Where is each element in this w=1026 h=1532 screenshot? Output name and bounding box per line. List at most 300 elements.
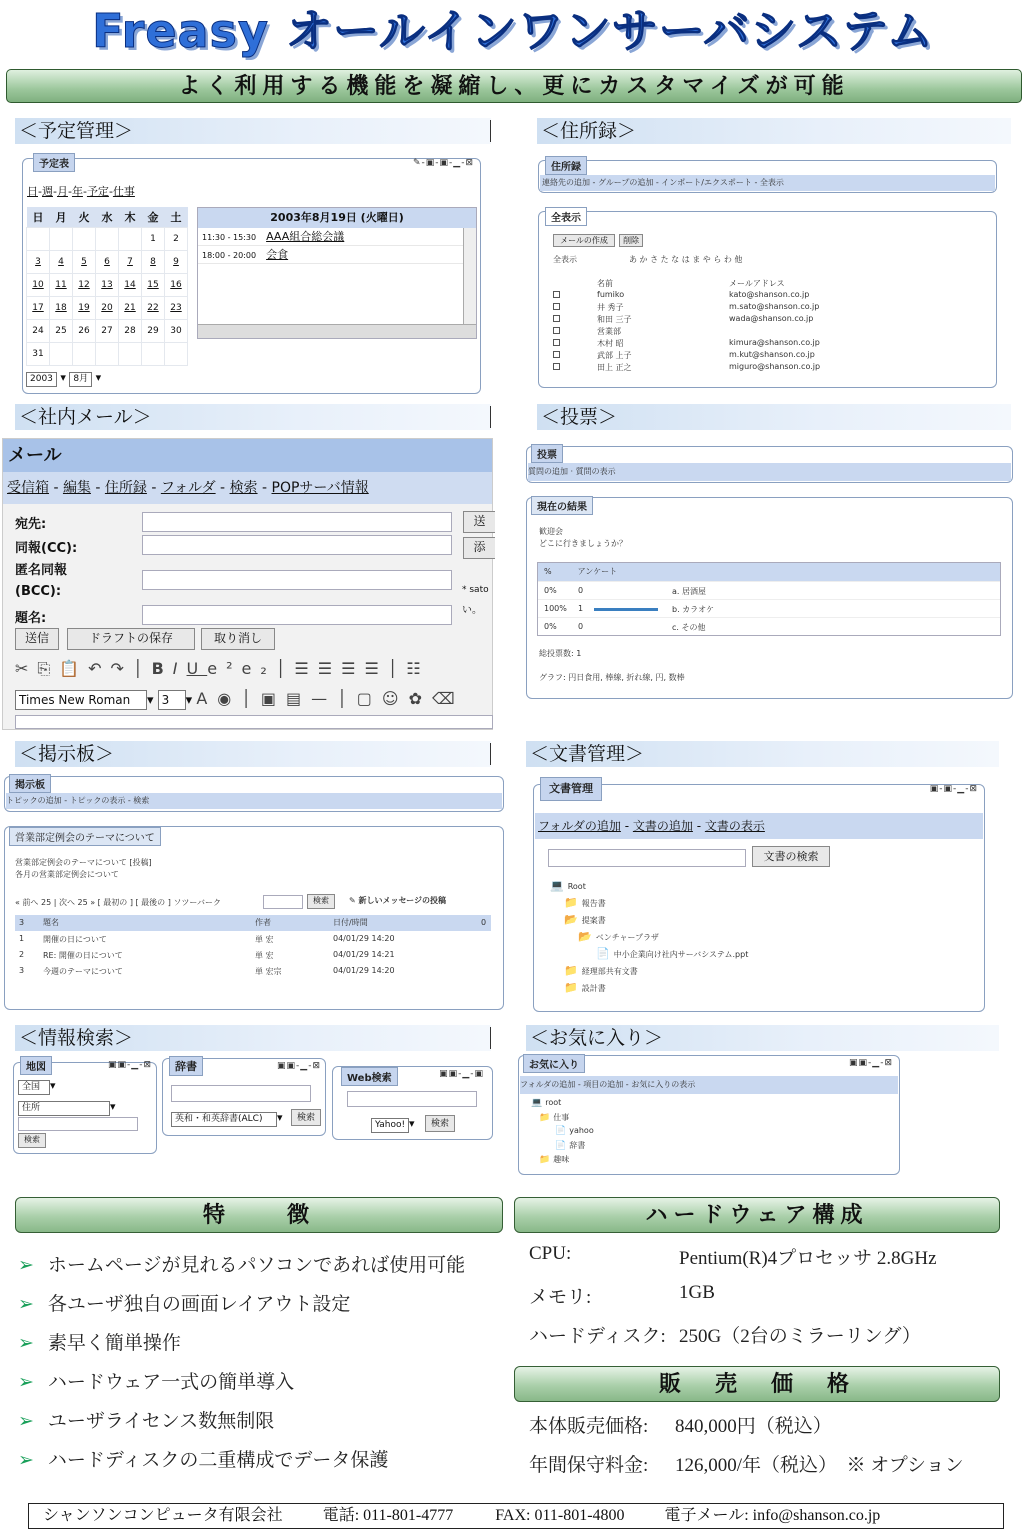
tree-item[interactable] bbox=[555, 1126, 594, 1136]
board-cell: 04/01/29 14:20 bbox=[333, 934, 395, 943]
feature-text: ハードウェア一式の簡単導入 bbox=[47, 1371, 295, 1393]
web-engine-select[interactable]: Yahoo! bbox=[371, 1118, 409, 1133]
nav-task[interactable]: 仕事 bbox=[112, 185, 135, 198]
calendar bbox=[26, 207, 188, 366]
topic-tab[interactable]: 営業部定例会のテーマについて bbox=[9, 827, 161, 846]
topic-title: 営業部定例会のテーマについて [投稿] bbox=[15, 858, 152, 867]
tree-item[interactable] bbox=[531, 1098, 561, 1108]
docs-tab[interactable]: 文書管理 bbox=[540, 777, 602, 801]
tree-item[interactable] bbox=[539, 1112, 569, 1123]
mail-window bbox=[2, 438, 493, 730]
tree-item[interactable] bbox=[564, 981, 606, 994]
calendar-day[interactable]: 23 bbox=[165, 296, 188, 319]
tree-label: 設計書 bbox=[581, 984, 606, 993]
section-vote bbox=[537, 404, 1011, 430]
arrow-icon: ➢ bbox=[18, 1332, 34, 1354]
map-tab[interactable]: 地図 bbox=[20, 1056, 52, 1075]
board-col-header: 日付/時間 bbox=[333, 918, 368, 927]
tree-item[interactable] bbox=[564, 913, 606, 926]
address-links[interactable]: 連絡先の追加 - グループの追加 - インポート/エクスポート - 全表示 bbox=[540, 175, 995, 191]
align-left-icon[interactable]: ☰ bbox=[294, 659, 318, 678]
contact-name[interactable]: 井 秀子 bbox=[597, 303, 624, 312]
section-search bbox=[15, 1025, 491, 1051]
price-key: 本体販売価格: bbox=[529, 1416, 649, 1437]
dict-search-button[interactable]: 検索 bbox=[291, 1109, 321, 1126]
new-message-link[interactable]: ✎ 新しいメッセージの投稿 bbox=[349, 896, 447, 905]
tree-item[interactable] bbox=[596, 947, 748, 960]
bcc-label-2: (BCC): bbox=[15, 584, 62, 599]
event-time: 11:30 - 15:30 bbox=[202, 233, 257, 242]
board-col-header: 0 bbox=[481, 918, 487, 927]
event-row[interactable] bbox=[198, 246, 476, 264]
bold-icon[interactable]: B bbox=[151, 659, 173, 678]
nav-plan[interactable]: 予定 bbox=[86, 185, 109, 198]
attach-button[interactable]: 添 bbox=[463, 537, 495, 559]
file-icon: 📄 bbox=[555, 1141, 567, 1151]
mail-nav-link[interactable]: 編集 bbox=[62, 480, 91, 496]
calendar-day[interactable]: 22 bbox=[142, 296, 165, 319]
hardware-row bbox=[529, 1279, 999, 1318]
v-scrollbar[interactable] bbox=[463, 228, 476, 324]
contact-name[interactable]: 田上 正之 bbox=[597, 363, 632, 372]
section-title: ＜お気に入り＞ bbox=[530, 1027, 664, 1049]
subject-input[interactable] bbox=[142, 605, 452, 625]
web-input[interactable] bbox=[347, 1091, 477, 1107]
company-name: シャンソンコンピュータ有限会社 bbox=[43, 1507, 283, 1524]
window-buttons[interactable]: ▣▣-▁-⊠ bbox=[108, 1060, 152, 1070]
weekday-header: 金 bbox=[142, 207, 165, 227]
board-search-input[interactable] bbox=[263, 895, 303, 909]
schedule-window bbox=[22, 158, 481, 394]
nav-year[interactable]: 年 bbox=[71, 185, 83, 198]
calendar-day[interactable]: 25 bbox=[50, 319, 73, 342]
dict-window: 辞書 ▣▣-▁-⊠ 英和・和英辞書(ALC) ▾ 検索 bbox=[162, 1058, 326, 1136]
web-search-button[interactable]: 検索 bbox=[425, 1115, 455, 1132]
row-checkbox[interactable] bbox=[553, 363, 560, 370]
map-search-button[interactable]: 検索 bbox=[18, 1133, 46, 1148]
calendar-day[interactable]: 24 bbox=[27, 319, 50, 342]
date-header: 2003年8月19日 (火曜日) bbox=[198, 208, 476, 228]
arrow-icon: ➢ bbox=[18, 1410, 34, 1432]
vote-row bbox=[538, 581, 1000, 599]
copy-icon[interactable]: ⎘ bbox=[37, 659, 60, 678]
calendar-day bbox=[119, 227, 142, 250]
arrow-icon: ➢ bbox=[18, 1293, 34, 1315]
feature-text: 素早く簡単操作 bbox=[47, 1332, 181, 1354]
calendar-day[interactable]: 3 bbox=[27, 250, 50, 273]
total-votes: 総投票数: 1 bbox=[539, 649, 582, 658]
schedule-nav: 日-週-月-年-予定-仕事 bbox=[27, 185, 135, 198]
justify-icon[interactable]: ☰ bbox=[364, 659, 388, 678]
tree-item[interactable] bbox=[539, 1154, 569, 1165]
align-right-icon[interactable]: ☰ bbox=[341, 659, 365, 678]
board-cell: 04/01/29 14:20 bbox=[333, 966, 395, 975]
calendar-day[interactable]: 28 bbox=[119, 319, 142, 342]
window-buttons[interactable]: ✎-▣-▣-▁-⊠ bbox=[412, 158, 474, 168]
mail-body[interactable] bbox=[15, 715, 493, 729]
calendar-day[interactable]: 5 bbox=[73, 250, 96, 273]
feature-item bbox=[18, 1408, 488, 1434]
vote-links[interactable]: 質問の追加 · 質問の表示 bbox=[528, 463, 1011, 481]
event-name[interactable]: AAA組合総会議 bbox=[266, 230, 345, 243]
fav-tab[interactable]: お気に入り bbox=[523, 1054, 585, 1073]
price-list bbox=[529, 1408, 1009, 1486]
contact-name[interactable]: 木村 昭 bbox=[597, 339, 624, 348]
folder-icon: 📂 bbox=[564, 913, 578, 926]
feature-item bbox=[18, 1369, 488, 1395]
pager[interactable]: « 前へ 25 | 次へ 25 » [ 最初の ] [ 最後の ] ソツーバーク bbox=[15, 898, 221, 907]
calendar-day bbox=[165, 342, 188, 365]
table-row[interactable] bbox=[15, 947, 491, 963]
price-key: 年間保守料金: bbox=[529, 1455, 649, 1476]
tree-item[interactable] bbox=[578, 930, 659, 943]
tree-label: root bbox=[545, 1098, 562, 1107]
vote-pct: 100% bbox=[544, 604, 567, 613]
mail-nav-link[interactable]: 受信箱 bbox=[7, 480, 49, 496]
arrow-icon: ➢ bbox=[18, 1254, 34, 1276]
hardware-key: メモリ: bbox=[529, 1287, 592, 1308]
tree-label: 中小企業向け社内サーバシステム.ppt bbox=[613, 950, 749, 959]
board-cell: 単 宏 bbox=[255, 935, 274, 944]
contact-mail[interactable]: m.kut@shanson.co.jp bbox=[729, 350, 815, 359]
dict-tab[interactable]: 辞書 bbox=[169, 1056, 203, 1076]
table-icon[interactable]: ▢ bbox=[356, 689, 382, 708]
row-checkbox[interactable] bbox=[553, 351, 560, 358]
calendar-day bbox=[73, 342, 96, 365]
feature-text: ハードディスクの二重構成でデータ保護 bbox=[47, 1449, 389, 1471]
feature-text: ホームページが見れるパソコンであれば使用可能 bbox=[47, 1254, 466, 1276]
window-buttons[interactable]: ▣▣-▁-▣ bbox=[439, 1069, 484, 1079]
arrow-icon: ➢ bbox=[18, 1371, 34, 1393]
row-checkbox[interactable] bbox=[553, 339, 560, 346]
board-cell[interactable]: 開催の日について bbox=[43, 935, 107, 944]
col-question: アンケート bbox=[577, 567, 618, 576]
image-icon[interactable]: ▣ bbox=[260, 689, 287, 708]
section-board bbox=[15, 741, 491, 767]
address-tab[interactable]: 住所録 bbox=[545, 156, 587, 175]
computer-icon: 💻 bbox=[531, 1098, 543, 1108]
contact-name[interactable]: fumiko bbox=[597, 290, 625, 299]
calendar-day bbox=[50, 227, 73, 250]
weekday-header: 水 bbox=[96, 207, 119, 227]
row-checkbox[interactable] bbox=[553, 315, 560, 322]
contact-mail[interactable]: wada@shanson.co.jp bbox=[729, 314, 814, 323]
align-center-icon[interactable]: ☰ bbox=[317, 659, 342, 678]
board-search-button[interactable]: 検索 bbox=[307, 894, 335, 909]
schedule-tab[interactable]: 予定表 bbox=[33, 153, 75, 172]
event-time: 18:00 - 20:00 bbox=[202, 251, 257, 260]
dict-input[interactable] bbox=[171, 1085, 311, 1102]
section-docs bbox=[526, 741, 999, 767]
section-mail bbox=[15, 404, 491, 430]
folder-icon: 📁 bbox=[564, 896, 578, 909]
board-cell: 1 bbox=[19, 934, 25, 943]
contact-mail[interactable]: kato@shanson.co.jp bbox=[729, 290, 810, 299]
redo-icon[interactable]: ↷ bbox=[110, 659, 133, 678]
web-tab[interactable]: Web検索 bbox=[341, 1067, 398, 1086]
tree-label: 仕事 bbox=[553, 1113, 570, 1122]
mail-nav-link[interactable]: 検索 bbox=[229, 480, 258, 496]
banner: よく利用する機能を凝縮し、更にカスタマイズが可能 bbox=[6, 69, 1022, 103]
board-cell[interactable]: 今週のテーマについて bbox=[43, 967, 123, 976]
map-type-select[interactable]: 住所 bbox=[18, 1101, 110, 1116]
dict-select[interactable]: 英和・和英辞書(ALC) bbox=[171, 1112, 277, 1127]
subscript-icon[interactable]: e₂ bbox=[241, 659, 276, 678]
tree-item[interactable] bbox=[550, 879, 586, 892]
calendar-day[interactable]: 16 bbox=[165, 273, 188, 296]
vote-count: 1 bbox=[578, 604, 584, 613]
calendar-day[interactable]: 20 bbox=[96, 296, 119, 319]
section-address bbox=[537, 118, 1011, 144]
vote-bar bbox=[594, 608, 658, 611]
address-all-tab[interactable]: 全表示 bbox=[545, 207, 587, 226]
cancel-button[interactable]: 取り消し bbox=[201, 628, 275, 650]
board-tab[interactable]: 掲示板 bbox=[9, 774, 51, 793]
feature-text: 各ユーザ独自の画面レイアウト設定 bbox=[47, 1293, 351, 1315]
calendar-day[interactable]: 27 bbox=[96, 319, 119, 342]
hardware-list bbox=[529, 1240, 999, 1357]
superscript-icon[interactable]: e² bbox=[207, 659, 242, 678]
results-tab[interactable]: 現在の結果 bbox=[531, 496, 593, 515]
contact-name[interactable]: 武部 上子 bbox=[597, 351, 632, 360]
weekday-header: 火 bbox=[73, 207, 96, 227]
file-icon: 📄 bbox=[555, 1126, 567, 1136]
row-checkbox[interactable] bbox=[553, 303, 560, 310]
section-title: ＜情報検索＞ bbox=[19, 1027, 134, 1049]
board-cell: 3 bbox=[19, 966, 25, 975]
save-draft-button[interactable]: ドラフトの保存 bbox=[67, 628, 195, 650]
feature-item bbox=[18, 1252, 488, 1278]
font-select[interactable]: Times New Roman bbox=[15, 690, 147, 710]
eraser-icon[interactable]: ⌫ bbox=[432, 689, 465, 708]
row-checkbox[interactable] bbox=[553, 291, 560, 298]
calendar-day[interactable]: 1 bbox=[142, 227, 165, 250]
hardware-key: ハードディスク: bbox=[529, 1326, 666, 1347]
calendar-day[interactable]: 13 bbox=[96, 273, 119, 296]
vote-option: b. カラオケ bbox=[672, 605, 715, 614]
event-row[interactable] bbox=[198, 228, 476, 246]
board-cell: 04/01/29 14:21 bbox=[333, 950, 395, 959]
hardware-value: 1GB bbox=[679, 1282, 715, 1303]
col-pct: % bbox=[544, 567, 552, 576]
picture-icon[interactable]: ▤ bbox=[286, 689, 312, 708]
note: * sato bbox=[462, 585, 489, 595]
tree-label: 辞書 bbox=[569, 1141, 586, 1150]
feature-item bbox=[18, 1330, 488, 1356]
calendar-day[interactable]: 10 bbox=[27, 273, 50, 296]
calendar-day[interactable]: 15 bbox=[142, 273, 165, 296]
event-name[interactable]: 会食 bbox=[266, 248, 289, 261]
features-header: 特 徴 bbox=[15, 1197, 503, 1233]
docs-tree bbox=[550, 879, 970, 999]
contact-name[interactable]: 営業部 bbox=[597, 327, 621, 336]
to-input[interactable] bbox=[142, 512, 452, 532]
calendar-day[interactable]: 9 bbox=[165, 250, 188, 273]
folder-icon: 📁 bbox=[564, 964, 578, 977]
tree-label: 趣味 bbox=[553, 1155, 570, 1164]
window-buttons[interactable]: ▣-▣-▁-⊠ bbox=[929, 784, 978, 794]
board-topic-window bbox=[4, 826, 504, 1010]
board-cell[interactable]: RE: 開催の日について bbox=[43, 951, 123, 960]
contact-mail[interactable]: m.sato@shanson.co.jp bbox=[729, 302, 820, 311]
to-label: 宛先: bbox=[15, 517, 47, 532]
calendar-day[interactable]: 2 bbox=[165, 227, 188, 250]
section-title: ＜掲示板＞ bbox=[19, 743, 115, 765]
mail-title: メール bbox=[3, 439, 492, 472]
mail-nav-link[interactable]: 住所録 bbox=[104, 480, 147, 496]
section-schedule bbox=[15, 118, 491, 144]
mail-nav-link[interactable]: POPサーバ情報 bbox=[271, 480, 369, 496]
calendar-day[interactable]: 12 bbox=[73, 273, 96, 296]
contact-mail[interactable]: kimura@shanson.co.jp bbox=[729, 338, 820, 347]
font-color-icon[interactable]: A bbox=[196, 689, 218, 708]
section-title: ＜予定管理＞ bbox=[19, 120, 134, 142]
calendar-day[interactable]: 4 bbox=[50, 250, 73, 273]
bcc-input[interactable] bbox=[142, 570, 452, 590]
calendar-day bbox=[27, 227, 50, 250]
nav-week[interactable]: 週 bbox=[41, 185, 53, 198]
table-row[interactable] bbox=[15, 931, 491, 947]
tree-item[interactable] bbox=[564, 964, 638, 977]
docs-link[interactable]: 文書の表示 bbox=[704, 819, 765, 833]
section-title: ＜社内メール＞ bbox=[19, 406, 152, 428]
calendar-day[interactable]: 14 bbox=[119, 273, 142, 296]
row-checkbox[interactable] bbox=[553, 327, 560, 334]
calendar-day bbox=[50, 342, 73, 365]
folder-icon: 📁 bbox=[564, 981, 578, 994]
section-title: ＜投票＞ bbox=[541, 406, 618, 428]
weekday-header: 月 bbox=[50, 207, 73, 227]
delete-button[interactable]: 削除 bbox=[619, 234, 643, 247]
email[interactable]: 電子メール: info@shanson.co.jp bbox=[664, 1507, 881, 1524]
vote-row bbox=[538, 617, 1000, 635]
window-buttons[interactable]: ▣▣-▁-⊠ bbox=[277, 1061, 321, 1071]
vote-count: 0 bbox=[578, 622, 584, 631]
calendar-day[interactable]: 30 bbox=[165, 319, 188, 342]
cc-label: 同報(CC): bbox=[15, 541, 78, 556]
price-value: 126,000/年（税込） ※ オプション bbox=[675, 1455, 964, 1476]
col-mail: メールアドレス bbox=[729, 279, 785, 288]
tree-item[interactable] bbox=[555, 1140, 585, 1151]
vote-tab[interactable]: 投票 bbox=[531, 444, 563, 463]
create-mail-button[interactable]: メールの作成 bbox=[553, 234, 615, 247]
price-value: 840,000円（税込） bbox=[675, 1416, 832, 1437]
tree-label: 提案書 bbox=[581, 916, 606, 925]
calendar-day[interactable]: 31 bbox=[27, 342, 50, 365]
board-col-header: 3 bbox=[19, 918, 25, 927]
vote-count: 0 bbox=[578, 586, 584, 595]
price-row bbox=[529, 1447, 1009, 1486]
address-list-window bbox=[538, 211, 997, 388]
topic-desc: 各月の営業部定例会について bbox=[15, 870, 119, 879]
kana-index[interactable]: あ か さ た な は ま や ら わ 他 bbox=[629, 255, 743, 264]
board-cell: 単 宏 bbox=[255, 951, 274, 960]
arrow-icon: ➢ bbox=[18, 1449, 34, 1471]
features-list bbox=[18, 1252, 488, 1486]
weekday-header: 木 bbox=[119, 207, 142, 227]
vote-pct: 0% bbox=[544, 622, 557, 631]
weekday-header: 土 bbox=[165, 207, 188, 227]
calendar-day[interactable]: 19 bbox=[73, 296, 96, 319]
send-button[interactable]: 送信 bbox=[15, 628, 59, 650]
board-table bbox=[15, 915, 491, 979]
results-table bbox=[537, 562, 1001, 636]
bcc-label: 匿名同報 bbox=[15, 563, 68, 578]
calendar-day[interactable]: 11 bbox=[50, 273, 73, 296]
palette-icon[interactable]: ◉ bbox=[217, 689, 242, 708]
show-all[interactable]: 全表示 bbox=[553, 255, 577, 264]
italic-icon[interactable]: I bbox=[172, 659, 187, 678]
hr-icon[interactable]: — bbox=[311, 689, 338, 708]
computer-icon: 💻 bbox=[550, 879, 564, 892]
calendar-day[interactable]: 17 bbox=[27, 296, 50, 319]
side-send-button[interactable]: 送 bbox=[463, 511, 495, 533]
hardware-row bbox=[529, 1240, 999, 1279]
cut-icon[interactable]: ✂ bbox=[15, 659, 38, 678]
calendar-day[interactable]: 6 bbox=[96, 250, 119, 273]
size-select[interactable]: 3 bbox=[158, 690, 186, 710]
section-fav bbox=[526, 1025, 999, 1051]
contact-mail[interactable]: miguro@shanson.co.jp bbox=[729, 362, 821, 371]
section-title: ＜文書管理＞ bbox=[530, 743, 645, 765]
docs-search-button[interactable]: 文書の検索 bbox=[752, 846, 830, 867]
calendar-day[interactable]: 29 bbox=[142, 319, 165, 342]
nav-day[interactable]: 日 bbox=[27, 185, 38, 198]
calendar-day bbox=[119, 342, 142, 365]
board-links[interactable]: トピックの追加 - トピックの表示 - 検索 bbox=[6, 793, 502, 809]
graph-types[interactable]: グラフ: 円日食用, 棒線, 折れ線, 円, 数棒 bbox=[539, 673, 685, 682]
new-message-label: 新しいメッセージの投稿 bbox=[358, 896, 447, 905]
map-region-select[interactable]: 全国 bbox=[18, 1080, 50, 1095]
year-select[interactable]: 2003 bbox=[26, 372, 57, 387]
calendar-day bbox=[142, 342, 165, 365]
map-input[interactable] bbox=[18, 1117, 138, 1131]
docs-link[interactable]: 文書の追加 bbox=[632, 819, 693, 833]
calendar-day[interactable]: 7 bbox=[119, 250, 142, 273]
calendar-day[interactable]: 18 bbox=[50, 296, 73, 319]
special-icon[interactable]: ✿ bbox=[408, 689, 433, 708]
docs-search-input[interactable] bbox=[548, 849, 746, 867]
window-buttons[interactable]: ▣▣-▁-⊠ bbox=[849, 1058, 893, 1068]
cc-input[interactable] bbox=[142, 535, 452, 555]
tree-label: 報告書 bbox=[581, 899, 606, 908]
docs-link[interactable]: フォルダの追加 bbox=[538, 819, 621, 833]
underline-icon[interactable]: U bbox=[186, 659, 208, 678]
paste-icon[interactable]: 📋 bbox=[59, 659, 89, 678]
table-row[interactable] bbox=[15, 963, 491, 979]
footer bbox=[28, 1503, 1004, 1529]
price-header: 販 売 価 格 bbox=[514, 1366, 1000, 1402]
subject-label: 題名: bbox=[15, 611, 47, 626]
calendar-day[interactable]: 8 bbox=[142, 250, 165, 273]
list-icon[interactable]: ☷ bbox=[406, 659, 430, 678]
calendar-day[interactable]: 21 bbox=[119, 296, 142, 319]
fav-links[interactable]: フォルダの追加 - 項目の追加 - お気に入りの表示 bbox=[520, 1076, 898, 1094]
note2: い。 bbox=[462, 605, 482, 616]
folder-icon: 📁 bbox=[539, 1113, 551, 1123]
month-select[interactable]: 8月 bbox=[69, 372, 92, 387]
undo-icon[interactable]: ↶ bbox=[88, 659, 111, 678]
tree-item[interactable] bbox=[564, 896, 606, 909]
contact-name[interactable]: 和田 三子 bbox=[597, 315, 632, 324]
mail-nav-link[interactable]: フォルダ bbox=[160, 480, 216, 496]
h-scrollbar[interactable] bbox=[198, 324, 476, 338]
smiley-icon[interactable]: ☺ bbox=[381, 689, 409, 708]
hardware-value: 250G（2台のミラーリング） bbox=[679, 1326, 921, 1347]
nav-month[interactable]: 月 bbox=[56, 185, 68, 198]
calendar-day[interactable]: 26 bbox=[73, 319, 96, 342]
vote-option: a. 居酒屋 bbox=[672, 587, 706, 596]
